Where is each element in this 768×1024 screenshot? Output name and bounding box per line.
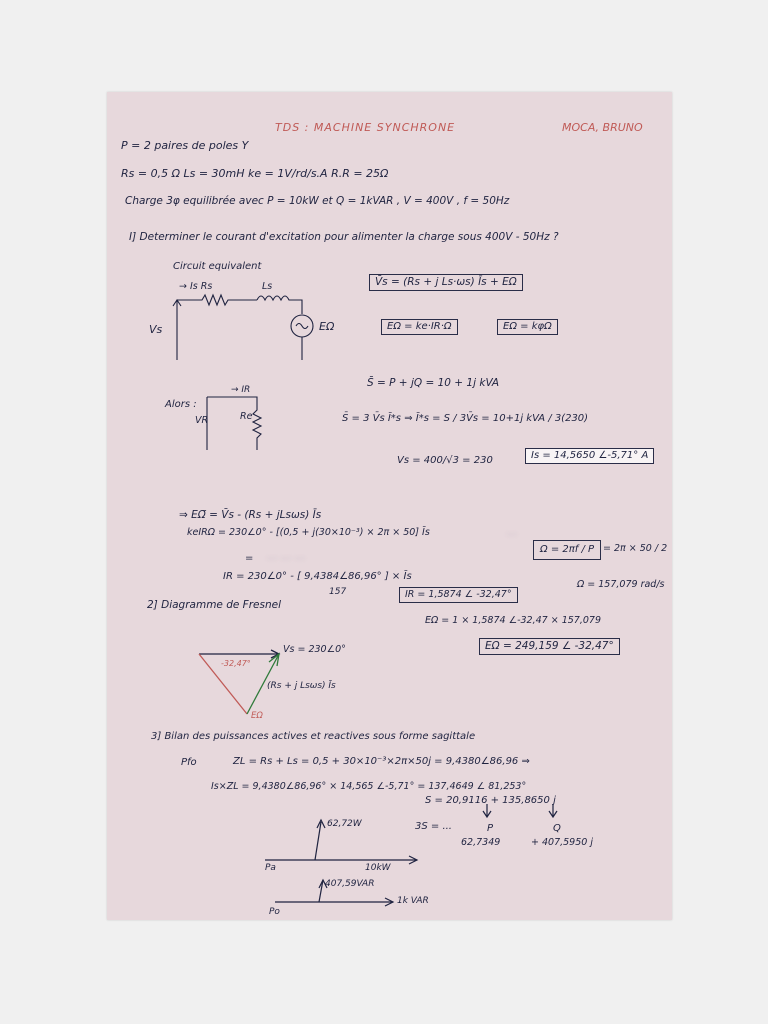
emf-step-3: =	[245, 553, 254, 564]
sagittal-pa-label: Pa	[265, 863, 276, 873]
emf-step-3-smudge: ... ... ...	[267, 549, 306, 562]
complex-power-value: S = 20,9116 + 135,8650 j	[425, 795, 556, 806]
p-value: 62,7349	[461, 837, 501, 848]
alors-label: Alors :	[165, 399, 197, 410]
sagittal-1kvar-label: 1k VAR	[397, 896, 429, 906]
question-3-heading: 3] Bilan des puissances actives et reactives sous forme sagittale	[151, 731, 476, 742]
notebook-page	[107, 92, 672, 920]
rotor-label-vr: VR	[195, 415, 209, 426]
circuit-label-is-rs: → Is Rs	[179, 281, 213, 292]
emf-step-1: ⇒ EΩ̄ = V̄s - (Rs + jLsωs) Īs	[179, 509, 322, 521]
given-load: Charge 3φ equilibrée avec P = 10kW et Q = 1kVAR , V = 400V , f = 50Hz	[125, 195, 510, 207]
pfo-label: Pfo	[181, 757, 197, 768]
fresnel-angle-label: -32,47°	[221, 659, 251, 668]
phase-voltage-eq: Vs = 400/√3 = 230	[397, 455, 493, 466]
rotor-current-denominator: 157	[329, 587, 347, 597]
sagittal-10kw-label: 10kW	[365, 863, 391, 873]
rotor-current-expression: IR = 230∠0° - [ 9,4384∠86,96° ] × Īs	[223, 571, 412, 582]
emf-calculation: EΩ = 1 × 1,5874 ∠-32,47 × 157,079	[425, 615, 601, 626]
fresnel-e-label: EΩ	[251, 711, 263, 721]
sagittal-q407-label: 407,59VAR	[325, 879, 375, 889]
apparent-power-eq: S̄ = P + jQ = 10 + 1j kVA	[367, 377, 500, 389]
given-poles: P = 2 paires de poles Y	[121, 139, 249, 152]
question-2-heading: 2] Diagramme de Fresnel	[147, 599, 282, 611]
q-value: + 407,5950 j	[531, 837, 593, 848]
conjugate-current-eq: S̄ = 3 V̄s Ī*s ⇒ Ī*s = S / 3V̄s = 10+1j kVA / 3(230)	[342, 413, 589, 424]
circuit-label-ls: Ls	[262, 281, 273, 292]
rotor-label-re: Re	[240, 411, 253, 422]
fresnel-drop-label: (Rs + j Lsωs) Īs	[267, 681, 336, 691]
impedance-equation: ZL = Rs + Ls = 0,5 + 30×10⁻³×2π×50j = 9,4380∠86,96 ⇒	[233, 756, 530, 767]
circuit-label-vs: Vs	[149, 323, 163, 336]
author-name: MOCA, BRUNO	[562, 121, 643, 134]
angular-speed-formula: Ω = 2πf / P	[533, 540, 601, 560]
page-title: TDS : MACHINE SYNCHRONE	[275, 121, 456, 134]
three-s-label: 3S = ...	[415, 821, 452, 832]
emf-equation-ke: EΩ = ke·IR·Ω	[381, 319, 458, 335]
circuit-title: Circuit equivalent	[173, 261, 262, 272]
q-letter: Q	[553, 823, 561, 834]
fresnel-vs-label: Vs = 230∠0°	[283, 644, 346, 655]
given-parameters: Rs = 0,5 Ω Ls = 30mH ke = 1V/rd/s.A R.R = 25Ω	[121, 167, 389, 180]
emf-step-2: keIRΩ = 230∠0° - [(0,5 + j(30×10⁻³) × 2π × 50] Īs	[187, 527, 430, 538]
angular-speed-substitution: = 2π × 50 / 2	[603, 543, 668, 554]
angular-speed-value: Ω = 157,079 rad/s	[577, 579, 665, 590]
p-letter: P	[487, 823, 494, 834]
emf-result: EΩ = 249,159 ∠ -32,47°	[479, 638, 620, 655]
sagittal-po-label: Po	[269, 907, 280, 917]
power-flow-diagram	[107, 92, 672, 920]
sagittal-p62-label: 62,72W	[327, 819, 362, 829]
circuit-label-eom: EΩ	[319, 320, 335, 333]
rotor-label-ir: → IR	[231, 385, 251, 395]
stator-voltage-equation: V̄s = (Rs + j Ls·ωs) Īs + EΩ	[369, 274, 523, 291]
question-1-heading: I] Determiner le courant d'excitation pour alimenter la charge sous 400V - 50Hz ?	[129, 231, 559, 243]
emf-step-2-smudge: ...	[507, 525, 518, 538]
voltage-drop-equation: Is×ZL = 9,4380∠86,96° × 14,565 ∠-5,71° = 137,4649 ∠ 81,253°	[211, 781, 527, 792]
stator-current-result: Is = 14,5650 ∠-5,71° A	[525, 448, 654, 464]
emf-equation-kphi: EΩ = kφΩ	[497, 319, 558, 335]
rotor-current-result: IR = 1,5874 ∠ -32,47°	[399, 587, 518, 603]
